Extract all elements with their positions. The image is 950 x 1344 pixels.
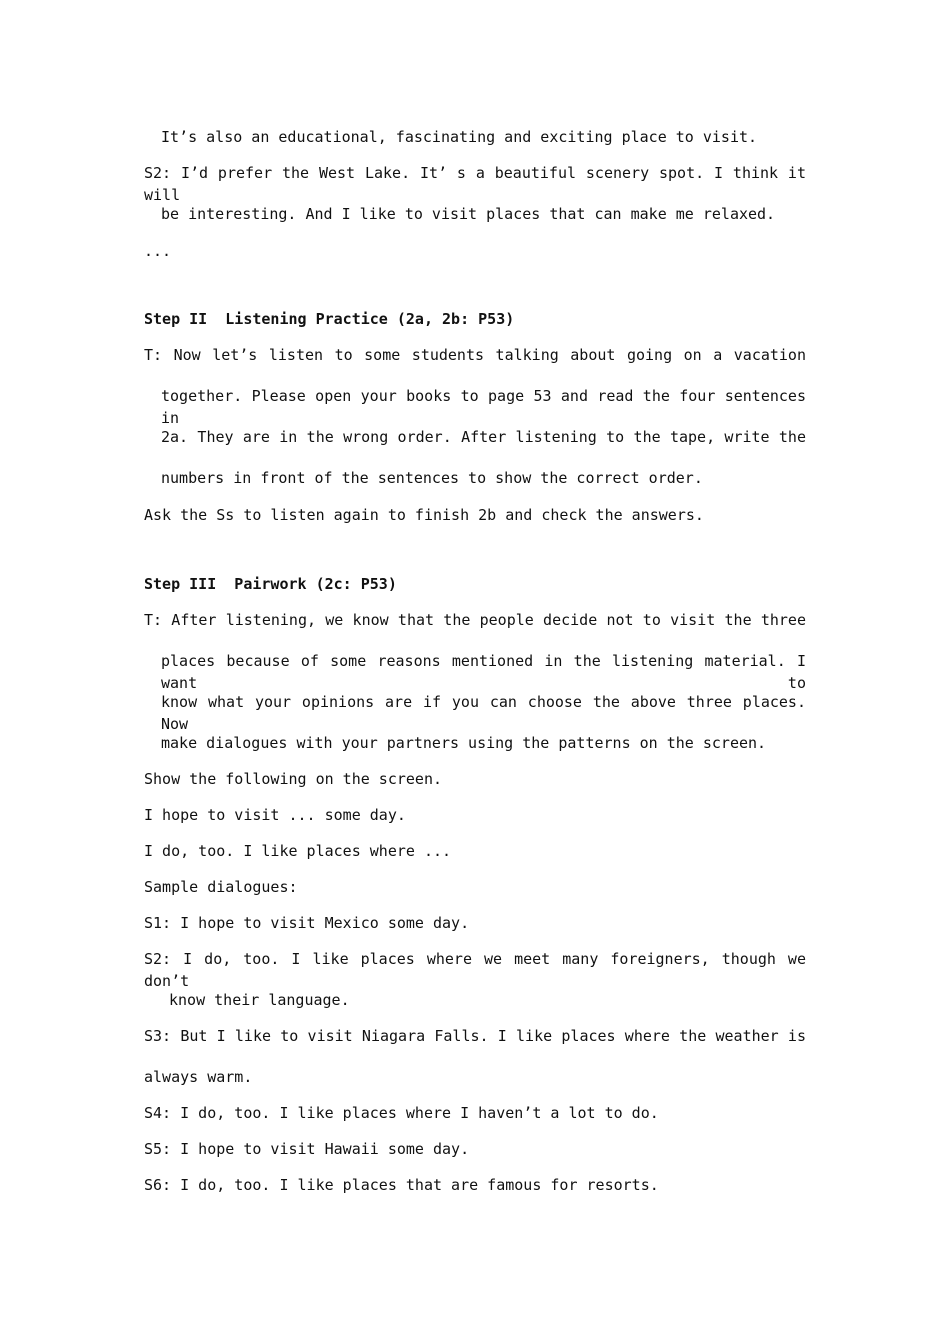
text-line: S3: But I like to visit Niagara Falls. I like places where the weather is bbox=[144, 1027, 806, 1045]
text-line: T: After listening, we know that the people decide not to visit the three bbox=[144, 611, 806, 629]
text-line: S4: I do, too. I like places where I haven’t a lot to do. bbox=[144, 1104, 659, 1122]
text-line: 2a. They are in the wrong order. After listening to the tape, write the bbox=[161, 428, 806, 446]
text-line: numbers in front of the sentences to show the correct order. bbox=[161, 469, 703, 487]
section-heading: Step II Listening Practice (2a, 2b: P53) bbox=[144, 310, 515, 328]
text-line: S5: I hope to visit Hawaii some day. bbox=[144, 1140, 470, 1158]
text-line: S1: I hope to visit Mexico some day. bbox=[144, 914, 470, 932]
text-line: always warm. bbox=[144, 1068, 253, 1086]
text-line: ... bbox=[144, 242, 172, 260]
text-line: Show the following on the screen. bbox=[144, 770, 443, 788]
text-line: be interesting. And I like to visit places that can make me relaxed. bbox=[161, 205, 776, 223]
text-line: know their language. bbox=[169, 991, 350, 1009]
text-line: I do, too. I like places where ... bbox=[144, 842, 452, 860]
text-line: know what your opinions are if you can choose the above three places. Now bbox=[161, 693, 806, 733]
section-heading: Step III Pairwork (2c: P53) bbox=[144, 575, 397, 593]
text-line: S2: I’d prefer the West Lake. It’ s a beautiful scenery spot. I think it will bbox=[144, 164, 806, 204]
text-line: S2: I do, too. I like places where we meet many foreigners, though we don’t bbox=[144, 950, 806, 990]
text-line: I hope to visit ... some day. bbox=[144, 806, 406, 824]
text-line: places because of some reasons mentioned in the listening material. I want to bbox=[161, 652, 806, 692]
text-line: T: Now let’s listen to some students talking about going on a vacation bbox=[144, 346, 806, 364]
text-line: Sample dialogues: bbox=[144, 878, 298, 896]
text-line: make dialogues with your partners using the patterns on the screen. bbox=[161, 734, 767, 752]
text-line: Ask the Ss to listen again to finish 2b and check the answers. bbox=[144, 506, 704, 524]
text-line: It’s also an educational, fascinating and exciting place to visit. bbox=[161, 128, 758, 146]
text-line: together. Please open your books to page 53 and read the four sentences in bbox=[161, 387, 806, 427]
text-line: S6: I do, too. I like places that are famous for resorts. bbox=[144, 1176, 659, 1194]
